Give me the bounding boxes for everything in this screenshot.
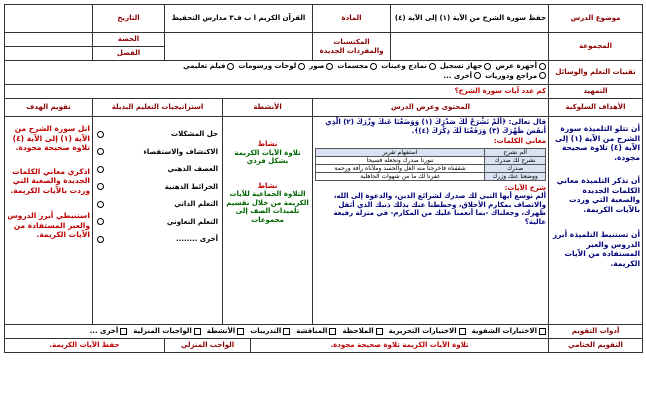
objectives-cell — [549, 117, 643, 325]
evaluation-item: اذكري معاني الكلمات الجديدة والصعبة التي وردت بالآيات الكريمة. — [10, 166, 90, 195]
gains-label: المكتسبات والمفردات الجديدة — [313, 33, 391, 61]
vocab-cell: شققناه فأخرجنا منه الغل والحسد وملأناه رأفة ورحمة — [316, 164, 485, 172]
assessment-row — [7, 327, 546, 336]
assessment-option[interactable]: أخرى ... — [90, 327, 128, 336]
radio-icon — [539, 72, 546, 79]
gains-value[interactable] — [165, 33, 313, 61]
radio-icon — [298, 63, 305, 70]
closing-text: تلاوة الآيات الكريمة تلاوة صحيحة مجودة. — [251, 339, 549, 353]
resource-option[interactable]: لوحات ورسومات — [238, 62, 305, 71]
activities-header: الأنشطة — [223, 99, 313, 117]
period-label: الحصة — [93, 33, 164, 47]
homework-text: حفظ الآيات الكريمة. — [5, 339, 165, 353]
vocab-title: معاني الكلمات: — [493, 137, 547, 145]
assessment-option[interactable]: الاختبارات التحريرية — [389, 327, 466, 336]
resource-option[interactable]: نماذج وعينات — [381, 62, 436, 71]
explain-text: ألم نوسع أيها النبي لك صدرك لشرائع الدين، والدعوة إلى الله، والاتصاف بمكارم الأخلاق، وحططنا عنك بذلك ذنبك الذي أثقل ظهرك، وجعلناك -بما أنعمنا عليك من المكارم- في منزلة رفيعة عالية؟ — [333, 192, 547, 226]
resources-label: تقنيات التعلم والوسائل — [549, 61, 643, 85]
content-intro: قال تعالى: ﴿أَلَمْ نَشْرَحْ لَكَ صَدْرَكَ (١) وَوَضَعْنَا عَنكَ وِزْرَكَ (٢) الَّذِي أَنقَضَ ظَهْرَكَ (٣) وَرَفَعْنَا لَكَ ذِكْرَكَ (٤)﴾. — [325, 118, 547, 135]
activities-cell — [223, 117, 313, 325]
resource-option[interactable]: فيلم تعليمي — [183, 62, 234, 71]
strategy-option[interactable]: العصف الذهني — [97, 165, 218, 174]
vocab-cell: غفرنا لك ما من شهوات الجاهلية — [316, 172, 485, 180]
activity-title: نشاط — [257, 140, 278, 148]
vocab-cell: صدرك — [485, 164, 546, 172]
resource-option[interactable]: مراجع ودوريات — [485, 72, 546, 81]
checkbox-icon — [120, 328, 127, 335]
vocab-cell: ننورنا صدرك ونجعله فسيحا — [316, 156, 485, 164]
vocab-cell: نشرح لك صدرك — [485, 156, 546, 164]
vocab-cell: ألم نشرح — [485, 148, 546, 156]
lesson-plan-table — [4, 4, 643, 353]
vocab-cell: ووضعنا عنك وزرك — [485, 172, 546, 180]
date-label: التاريخ — [93, 5, 165, 33]
homework-label: الواجب المنزلي — [165, 339, 251, 353]
assessment-option[interactable]: المناقشة — [296, 327, 336, 336]
period-class-values — [5, 33, 93, 61]
group-value[interactable] — [391, 33, 549, 61]
assessment-label: أدوات التقويم — [549, 325, 643, 339]
assessment-option[interactable]: التدريبات — [250, 327, 290, 336]
checkbox-icon — [539, 328, 546, 335]
vocab-cell: استفهام تقرير — [316, 148, 485, 156]
evaluation-item: استنبطي أبرز الدروس والعبر المستفادة من الآيات الكريمة. — [7, 211, 90, 239]
resources-row-2 — [7, 72, 546, 81]
intro-label: التمهيد — [549, 85, 643, 99]
group-label: المجموعة — [549, 33, 643, 61]
checkbox-icon — [329, 328, 336, 335]
strategy-option[interactable]: التعلم التعاوني — [97, 218, 218, 227]
evaluation-item: اتل سورة الشرح من الآية (١) إلى الآية (٤) تلاوة صحيحة مجودة. — [12, 124, 90, 152]
class-label: الفصل — [116, 49, 141, 57]
vocab-table — [315, 148, 546, 181]
resource-option[interactable]: صور — [309, 62, 333, 71]
checkbox-icon — [459, 328, 466, 335]
content-header: المحتوى وعرض الدرس — [313, 99, 549, 117]
radio-icon — [97, 218, 104, 225]
activity-title: نشاط — [257, 181, 278, 190]
vocab-header-row — [316, 148, 546, 156]
date-value[interactable] — [5, 5, 93, 33]
strategies-header: استراتيجيات التعليم البديلة — [93, 99, 223, 117]
radio-icon — [484, 63, 491, 70]
assessment-option[interactable]: الواجبات المنزلية — [133, 327, 200, 336]
checkbox-icon — [237, 328, 244, 335]
resource-option[interactable]: أخرى ... — [443, 72, 481, 81]
objective-item: أن تستنبط التلميذة أبرز الدروس والعبر المستفادة من الآيات الكريمة. — [552, 230, 641, 268]
vocab-row — [316, 172, 546, 180]
intro-text: كم عدد آيات سورة الشرح؟ — [5, 85, 549, 99]
strategy-option[interactable]: أخرى ........ — [97, 235, 218, 244]
topic-value: حفظ سورة الشرح من الآية (١) إلى الآية (٤) — [391, 5, 549, 33]
resources-options — [5, 61, 549, 85]
objectives-header: الأهداف السلوكية — [549, 99, 643, 117]
strategy-option[interactable]: حل المشكلات — [97, 130, 218, 139]
resource-option[interactable]: جهاز تسجيل — [440, 62, 492, 71]
assessment-option[interactable]: الأنشطة — [207, 327, 244, 336]
subject-value: القرآن الكريم ا ب ف٣ مدارس التحفيظ — [165, 5, 313, 33]
activity-text: التلاوة الجماعية للآيات الكريمة من خلال تقسيم تلميذات الصف إلى مجموعات — [226, 190, 309, 224]
vocab-row — [316, 164, 546, 172]
resource-option[interactable]: مجسمات — [337, 62, 377, 71]
objective-item: أن تتلو التلميذة سورة الشرح من الآية (١) إلى الآية (٤) تلاوة صحيحة مجودة. — [555, 124, 641, 162]
vocab-row — [316, 156, 546, 164]
topic-label: موضوع الدرس — [549, 5, 643, 33]
radio-icon — [370, 63, 377, 70]
evaluation-header: تقويم الهدف — [5, 99, 93, 117]
radio-icon — [97, 183, 104, 190]
assessment-options — [5, 325, 549, 339]
radio-icon — [97, 148, 104, 155]
radio-icon — [326, 63, 333, 70]
period-class-labels — [93, 33, 165, 61]
content-cell — [313, 117, 549, 325]
radio-icon — [97, 236, 104, 243]
strategy-option[interactable]: الاكتشاف والاستقصاء — [97, 148, 218, 157]
assessment-option[interactable]: الملاحظة — [342, 327, 382, 336]
class-value[interactable] — [5, 47, 92, 60]
radio-icon — [429, 63, 436, 70]
radio-icon — [474, 72, 481, 79]
closing-label: التقويم الختامي — [549, 339, 643, 353]
radio-icon — [97, 166, 104, 173]
strategy-option[interactable]: الخرائط الذهنية — [97, 183, 218, 192]
checkbox-icon — [194, 328, 201, 335]
assessment-option[interactable]: الاختبارات الشفوية — [472, 327, 546, 336]
resources-row-1 — [7, 62, 546, 71]
evaluation-cell — [5, 117, 93, 325]
explain-title: شرح الآيات: — [504, 183, 547, 192]
subject-label: المادة — [313, 5, 391, 33]
objective-item: أن تذكر التلميذة معاني الكلمات الجديدة والصعبة التي وردت بالآيات الكريمة. — [556, 176, 641, 214]
radio-icon — [227, 63, 234, 70]
period-value[interactable] — [5, 33, 92, 47]
strategies-cell — [93, 117, 223, 325]
radio-icon — [97, 131, 104, 138]
resource-option[interactable]: أجهزة عرض — [495, 62, 546, 71]
radio-icon — [539, 63, 546, 70]
checkbox-icon — [376, 328, 383, 335]
strategy-option[interactable]: التعلم الذاتي — [97, 200, 218, 209]
activity-text: تلاوة الآيات الكريمة بشكل فردي — [234, 148, 301, 165]
radio-icon — [97, 201, 104, 208]
checkbox-icon — [283, 328, 290, 335]
